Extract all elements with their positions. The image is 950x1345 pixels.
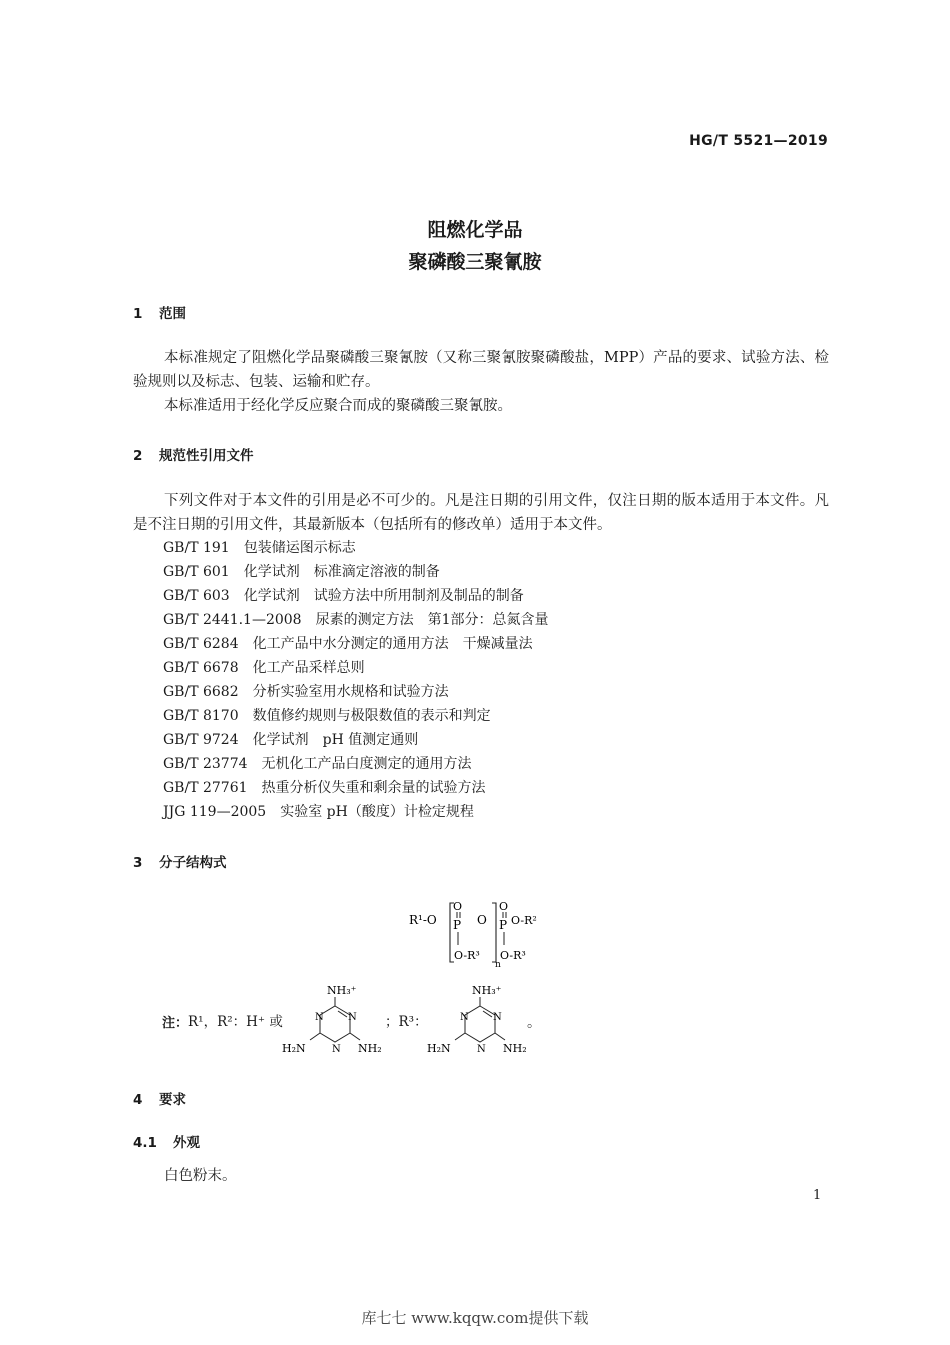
reference-code: JJG 119—2005 <box>163 804 267 820</box>
section-title: 规范性引用文件 <box>159 448 254 464</box>
reference-item <box>163 560 549 584</box>
note-r3-text: ；R³： <box>385 1014 428 1030</box>
section-2-paragraph: 下列文件对于本文件的引用是必不可少的。凡是注日期的引用文件，仅注日期的版本适用于本文件。凡是不注日期的引用文件，其最新版本（包括所有的修改单）适用于本文件。 <box>133 493 829 533</box>
reference-code: GB/T 9724 <box>163 732 239 748</box>
note-label: 注： <box>162 1016 189 1031</box>
reference-code: GB/T 23774 <box>163 756 248 772</box>
triazine-ring <box>320 1006 350 1042</box>
section-3-heading <box>133 851 227 871</box>
reference-item <box>163 752 549 776</box>
reference-item <box>163 536 549 560</box>
section-number: 4.1 <box>133 1135 157 1151</box>
reference-code: GB/T 6682 <box>163 684 239 700</box>
page-number: 1 <box>813 1188 822 1203</box>
bond-left <box>310 1033 320 1040</box>
o-r3-label-2: O-R³ <box>500 949 526 962</box>
reference-title: 包装储运图示标志 <box>243 540 356 556</box>
melaminium-structure-1 <box>280 980 390 1060</box>
section-title: 外观 <box>173 1135 200 1151</box>
phosphorus-atom-2: P <box>499 918 508 932</box>
reference-title: 尿素的测定方法 第1部分：总氮含量 <box>315 612 549 628</box>
reference-title: 实验室 pH（酸度）计检定规程 <box>280 804 474 820</box>
reference-code: GB/T 8170 <box>163 708 239 724</box>
bridging-oxygen: O <box>477 913 487 927</box>
reference-title: 数值修约规则与极限数值的表示和判定 <box>252 708 491 724</box>
o-r2-label: O-R² <box>511 914 537 927</box>
reference-title: 化学试剂 试验方法中所用制剂及制品的制备 <box>243 588 524 604</box>
phosphorus-atom-1: P <box>453 918 462 932</box>
reference-item <box>163 776 549 800</box>
reference-title: 化学试剂 标准滴定溶液的制备 <box>243 564 440 580</box>
reference-title: 化工产品采样总则 <box>252 660 365 676</box>
section-4-1-heading <box>133 1131 200 1151</box>
title-line-2: 聚磷酸三聚氰胺 <box>408 251 542 273</box>
right-bracket <box>492 903 496 962</box>
bond-right <box>495 1033 505 1040</box>
h2n-label: H₂N <box>282 1042 306 1055</box>
section-2-heading <box>133 444 254 464</box>
reference-item <box>163 584 549 608</box>
ring-nitrogen: N <box>493 1012 502 1023</box>
reference-item <box>163 728 549 752</box>
reference-item <box>163 680 549 704</box>
section-title: 要求 <box>159 1092 186 1108</box>
ring-nitrogen: N <box>348 1012 357 1023</box>
nh3-plus-label: NH₃⁺ <box>472 984 502 997</box>
note-r1-r2-text: R¹，R²：H⁺ 或 <box>188 1014 283 1030</box>
ring-nitrogen: N <box>460 1012 469 1023</box>
section-number: 1 <box>133 306 143 322</box>
section-number: 2 <box>133 448 143 464</box>
nh2-label: NH₂ <box>358 1042 382 1055</box>
reference-code: GB/T 27761 <box>163 780 248 796</box>
polymer-structural-formula <box>405 895 565 975</box>
reference-code: GB/T 603 <box>163 588 230 604</box>
reference-item <box>163 632 549 656</box>
section-1-paragraph-2: 本标准适用于经化学反应聚合而成的聚磷酸三聚氰胺。 <box>164 398 512 414</box>
o-r3-label-1: O-R³ <box>454 949 480 962</box>
reference-title: 热重分析仪失重和剩余量的试验方法 <box>261 780 486 796</box>
repeat-subscript-n: n <box>495 960 501 970</box>
download-footer: 库七七 www.kqqw.com提供下载 <box>361 1309 589 1327</box>
ring-nitrogen: N <box>315 1012 324 1023</box>
reference-item <box>163 608 549 632</box>
phosphoryl-oxygen-2: O <box>499 900 509 913</box>
reference-item <box>163 800 549 824</box>
standard-code: HG/T 5521—2019 <box>689 133 828 149</box>
section-4-heading <box>133 1088 186 1108</box>
note-period: 。 <box>527 1015 541 1031</box>
nh2-label: NH₂ <box>503 1042 527 1055</box>
bond-left <box>455 1033 465 1040</box>
normative-references-list <box>163 536 549 824</box>
section-1-heading <box>133 302 186 322</box>
nh3-plus-label: NH₃⁺ <box>327 984 357 997</box>
r1-o-label: R¹-O <box>409 913 437 927</box>
reference-code: GB/T 601 <box>163 564 230 580</box>
reference-title: 化工产品中水分测定的通用方法 干燥减量法 <box>252 636 533 652</box>
reference-code: GB/T 2441.1—2008 <box>163 612 302 628</box>
reference-title: 无机化工产品白度测定的通用方法 <box>261 756 472 772</box>
section-title: 分子结构式 <box>159 855 227 871</box>
section-number: 3 <box>133 855 143 871</box>
bond-right <box>350 1033 360 1040</box>
section-title: 范围 <box>159 306 186 322</box>
ring-nitrogen: N <box>477 1044 486 1055</box>
reference-item <box>163 656 549 680</box>
section-1-paragraph-1: 本标准规定了阻燃化学品聚磷酸三聚氰胺（又称三聚氰胺聚磷酸盐，MPP）产品的要求、试验方法、检验规则以及标志、包装、运输和贮存。 <box>133 350 829 390</box>
appearance-text: 白色粉末。 <box>164 1168 237 1184</box>
phosphoryl-oxygen-1: O <box>453 900 463 913</box>
reference-code: GB/T 6678 <box>163 660 239 676</box>
title-line-1: 阻燃化学品 <box>427 219 523 241</box>
section-number: 4 <box>133 1092 143 1108</box>
melaminium-structure-2 <box>425 980 535 1060</box>
reference-title: 分析实验室用水规格和试验方法 <box>252 684 449 700</box>
reference-item <box>163 704 549 728</box>
triazine-ring <box>465 1006 495 1042</box>
ring-nitrogen: N <box>332 1044 341 1055</box>
reference-title: 化学试剂 pH 值测定通则 <box>252 732 419 748</box>
h2n-label: H₂N <box>427 1042 451 1055</box>
reference-code: GB/T 6284 <box>163 636 239 652</box>
reference-code: GB/T 191 <box>163 540 230 556</box>
